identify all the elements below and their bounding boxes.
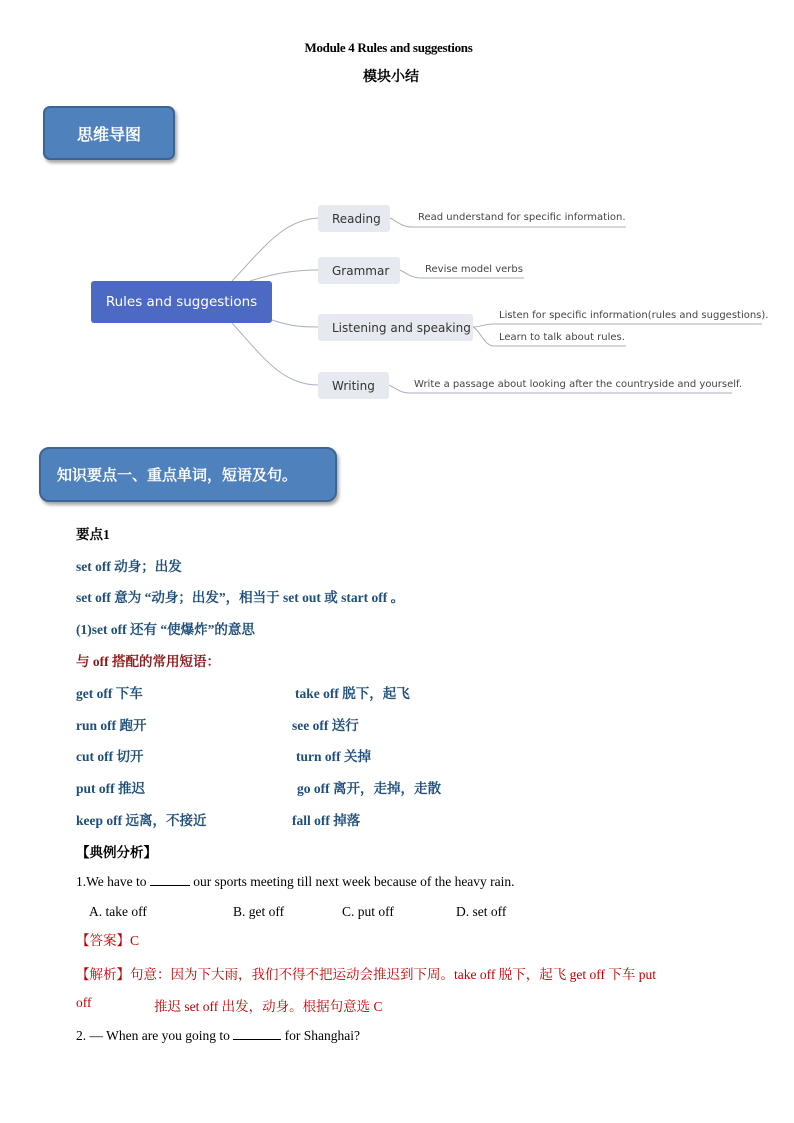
connector-grammar bbox=[250, 270, 318, 281]
mindmap-leaf-writing: Write a passage about looking after the countryside and yourself. bbox=[414, 379, 742, 390]
mindmap-leaf-listening-1: Listen for specific information(rules and suggestions). bbox=[499, 310, 769, 321]
mindmap-leaf-listening-2: Learn to talk about rules. bbox=[499, 332, 625, 343]
question-1-before: 1.We have to bbox=[76, 874, 147, 889]
option-d: D. set off bbox=[456, 904, 507, 919]
analysis-line-2b: 推迟 set off 出发，动身。根据句意选 C bbox=[154, 999, 383, 1014]
set-off-line: set off 动身；出发 bbox=[76, 559, 182, 574]
question-1-after: our sports meeting till next week because of the heavy rain. bbox=[193, 874, 515, 889]
set-off-explode-meaning: (1)set off 还有 “使爆炸”的意思 bbox=[76, 622, 255, 637]
answer-blank bbox=[150, 873, 190, 886]
phrase-left: get off 下车 bbox=[76, 686, 143, 701]
phrase-right: go off 离开，走掉，走散 bbox=[297, 781, 441, 796]
mindmap-node-reading bbox=[318, 205, 390, 232]
node-label: Grammar bbox=[332, 263, 390, 278]
question-1 bbox=[76, 873, 515, 890]
phrase-right: take off 脱下，起飞 bbox=[295, 686, 410, 701]
example-heading: 【典例分析】 bbox=[76, 845, 157, 860]
mindmap-node-grammar bbox=[318, 257, 400, 284]
document-title: Module 4 Rules and suggestions bbox=[304, 40, 473, 55]
mindmap-node-listening bbox=[318, 314, 473, 341]
answer-line: 【答案】C bbox=[76, 933, 140, 948]
phrase-right: turn off 关掉 bbox=[296, 749, 371, 764]
document-subtitle: 模块小结 bbox=[363, 70, 419, 85]
option-a: A. take off bbox=[89, 904, 147, 919]
mindmap-leaf-grammar: Revise model verbs bbox=[425, 264, 523, 275]
question-2 bbox=[76, 1027, 360, 1044]
mindmap-node-writing bbox=[318, 372, 389, 399]
phrase-right: see off 送行 bbox=[292, 718, 359, 733]
node-label: Reading bbox=[332, 211, 381, 226]
option-c: C. put off bbox=[342, 904, 394, 919]
node-label: Writing bbox=[332, 378, 375, 393]
node-label: Listening and speaking bbox=[332, 320, 471, 335]
phrase-left: cut off 切开 bbox=[76, 749, 144, 764]
question-2-before: 2. — When are you going to bbox=[76, 1028, 230, 1043]
connector-writing bbox=[232, 323, 318, 385]
connector-listening bbox=[272, 320, 318, 327]
option-b: B. get off bbox=[233, 904, 285, 919]
mindmap-banner bbox=[43, 106, 175, 160]
analysis-line-2a: off bbox=[76, 995, 92, 1010]
phrase-left: put off 推迟 bbox=[76, 781, 146, 796]
point-title: 要点1 bbox=[76, 527, 110, 542]
analysis-line-1: 【解析】句意：因为下大雨，我们不得不把运动会推迟到下周。take off 脱下，起飞 get off 下车 put bbox=[76, 967, 656, 982]
knowledge-banner bbox=[39, 447, 337, 502]
phrase-left: keep off 远离，不接近 bbox=[76, 813, 207, 828]
mindmap-leaf-reading: Read understand for specific information. bbox=[418, 212, 626, 223]
question-2-after: for Shanghai? bbox=[284, 1028, 360, 1043]
connector-listening-leaf-1 bbox=[473, 324, 762, 327]
mindmap-root-label: Rules and suggestions bbox=[105, 294, 258, 310]
collocation-heading: 与 off 搭配的常用短语： bbox=[76, 654, 220, 669]
phrase-right: fall off 掉落 bbox=[292, 813, 361, 828]
mindmap-banner-label: 思维导图 bbox=[76, 124, 141, 144]
set-off-meaning: set off 意为 “动身；出发”，相当于 set out 或 start off 。 bbox=[76, 590, 405, 605]
phrase-left: run off 跑开 bbox=[76, 718, 147, 733]
answer-blank bbox=[233, 1027, 281, 1040]
connector-reading bbox=[232, 218, 318, 281]
mindmap-root bbox=[91, 281, 272, 323]
knowledge-banner-label: 知识要点一、重点单词，短语及句。 bbox=[57, 466, 298, 484]
